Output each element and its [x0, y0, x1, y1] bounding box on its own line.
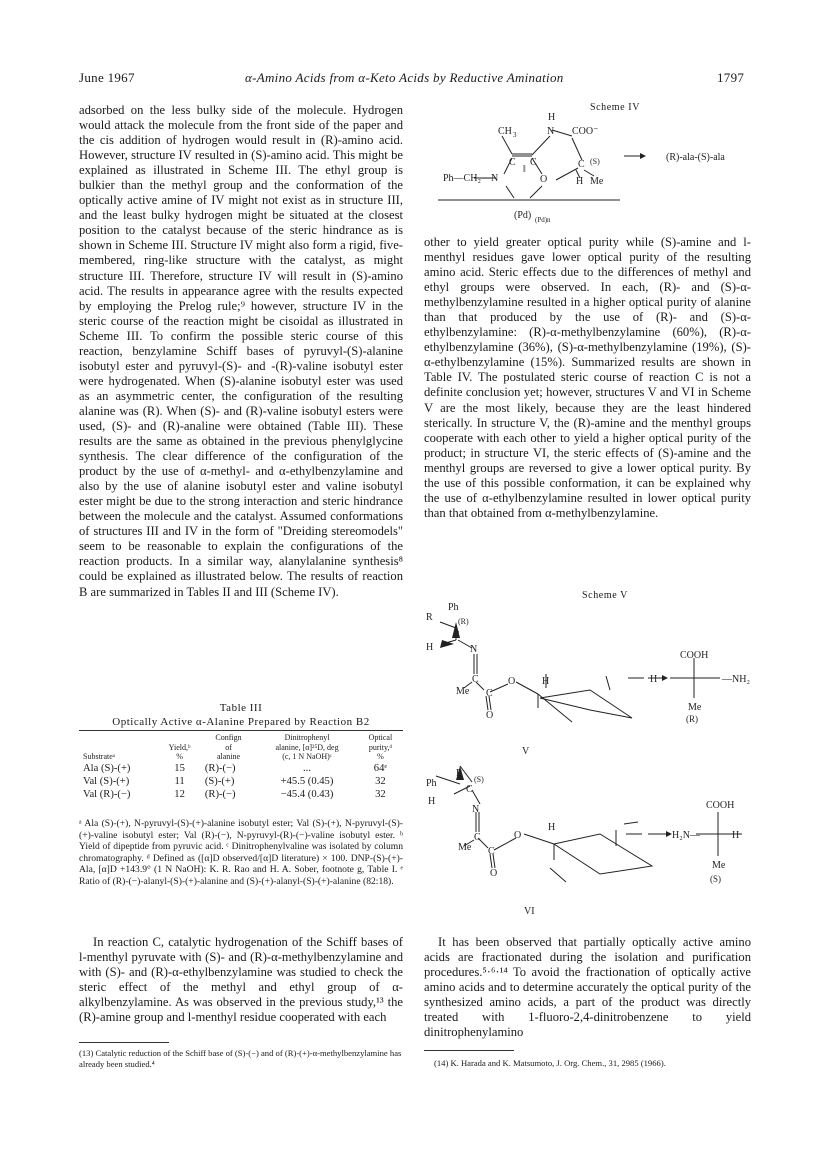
table3-header-dnp: Dinitrophenyl alanine, [α]²⁵D, deg (c, 1 N NaOH)ᶜ	[275, 733, 339, 761]
table3-header-yield: Yield,ᵇ %	[168, 742, 191, 761]
svg-text:R: R	[426, 612, 433, 623]
scheme4-structure	[430, 112, 790, 232]
left-paragraph-2: In reaction C, catalytic hydrogenation of the Schiff bases of l-menthyl pyruvate with (S)- and (R)-α-methylbenzylamine and with (S)- and (R)-α-ethylbenzylamine was studied to check the steric effect of the methyl and ethyl group of α-alkylbenzylamine. As was observed in the previous study,¹³ the (R)-amine group and l-menthyl residue cooperated with each	[79, 935, 403, 1025]
svg-text:C: C	[578, 159, 585, 170]
footnote-rule	[79, 1042, 169, 1043]
left-column-lower	[79, 935, 403, 1025]
svg-text:CH: CH	[498, 126, 512, 137]
svg-text:Me: Me	[688, 702, 702, 713]
table-cell: 11	[174, 775, 185, 787]
table-cell: (S)-(+)	[204, 775, 235, 787]
svg-text:‖: ‖	[523, 164, 526, 175]
table-cell: Val (R)-(−)	[83, 788, 131, 800]
svg-text:Me: Me	[590, 176, 604, 187]
svg-text:3: 3	[513, 131, 517, 139]
svg-text:Ph: Ph	[448, 602, 459, 613]
table-cell: +45.5 (0.45)	[280, 775, 334, 787]
table3-top-rule	[79, 730, 403, 731]
table3-title: Optically Active α-Alanine Prepared by Reaction B2	[112, 716, 370, 728]
table3	[79, 733, 403, 801]
table-row	[79, 788, 403, 801]
svg-text:(Pd): (Pd)	[514, 210, 532, 221]
svg-text:H: H	[650, 674, 658, 685]
table-cell: Val (S)-(+)	[83, 775, 130, 787]
svg-text:Me: Me	[456, 686, 470, 697]
scheme5-label: Scheme V	[582, 590, 628, 601]
svg-text:C: C	[486, 688, 493, 699]
table3-label: Table III	[219, 702, 263, 714]
right-column	[424, 235, 751, 521]
table3-header-substrate: Substrateᵃ	[83, 752, 115, 761]
svg-text:C: C	[530, 157, 537, 168]
page-number: 1797	[717, 70, 745, 85]
svg-text:Ph—CH₂—N: Ph—CH₂—N	[443, 173, 499, 184]
svg-text:O: O	[486, 710, 494, 721]
table-cell: ...	[303, 762, 311, 774]
table-cell: 32	[375, 775, 386, 787]
table-row	[79, 775, 403, 788]
table-cell: Ala (S)-(+)	[83, 762, 131, 774]
footnote-13: (13) Catalytic reduction of the Schiff base of (S)-(−) and of (R)-(+)-α-methylbenzylamine has already been studied.⁴	[79, 1048, 402, 1069]
scheme4-pd: (Pd)n	[535, 216, 551, 224]
config-r-label: (R)	[686, 714, 698, 724]
svg-text:N: N	[547, 126, 555, 137]
table-cell: (R)-(−)	[204, 762, 236, 774]
table-cell: 12	[174, 788, 185, 800]
header-date: June 1967	[79, 70, 135, 85]
table-cell: 32	[375, 788, 386, 800]
scheme4-label: Scheme IV	[589, 102, 641, 113]
svg-text:—NH₂: —NH₂	[722, 674, 750, 685]
svg-text:C: C	[472, 674, 479, 685]
svg-text:R: R	[456, 768, 463, 779]
svg-text:H: H	[548, 112, 556, 123]
table-row	[79, 762, 403, 775]
svg-text:C: C	[509, 157, 516, 168]
svg-text:N: N	[470, 644, 478, 655]
svg-text:H: H	[548, 822, 556, 833]
svg-text:H₂N—: H₂N—	[672, 830, 700, 841]
svg-text:C: C	[453, 630, 460, 641]
svg-text:H: H	[732, 830, 740, 841]
left-paragraph-1: adsorbed on the less bulky side of the molecule. Hydrogen would attack the molecule from the front side of the paper and the cis addition of hydrogen would result in (R)-amino acid. However, structure IV resulted in (S)-amino acid. This might be explained as illustrated in Scheme III. The ethyl group is bulkier than the methyl group and the conformation of the optically active amine of IV might not exist as in structure III, and the least bulky hydrogen might be situated at the closest position to the catalyst because of the steric hindrance as is shown in Scheme III. Structure IV might also form a rigid, five-membered, ring-like structure with the catalyst, as might structure III. Therefore, structure IV will result in (S)-amino acid. The results in appearance agree with the results expected by employing the Prelog rule;⁹ however, structure IV in the steric course of the reaction might be cisoidal as illustrated in Scheme III. To confirm the possible steric course of this reaction, benzylamine Schiff bases of pyruvyl-(S)-alanine isobutyl ester and pyruvyl-(S)- and -(R)-valine isobutyl ester were hydrogenated. When (S)-alanine isobutyl ester was used as an asymmetric center, the configuration of the resulting alanine was (R). When (S)- and (R)-valine isobutyl esters were used, (S)- and (R)-analine were obtained (Table III). These results are the same as obtained in the previous phenylglycine synthesis. The clear difference of the configuration of the product by the use of α-methyl- and α-ethylbenzylamine and also by the use of alanine isobutyl ester and valine isobutyl ester might be due to the strong interaction and steric hindrance between the molecule and the catalyst. Assumed conformations of structures III and IV in the form of "Dreiding stereomodels" seem to be reasonable to explain the configurations of the reaction products. In a similar way, alanylalanine synthesis⁸ could be explained as illustrated below. The results of reaction B are summarized in Tables II and III (Scheme IV).	[79, 103, 403, 599]
scheme5-structures	[420, 598, 760, 918]
table3-footnotes: ᵃ Ala (S)-(+), N-pyruvyl-(S)-(+)-alanine isobutyl ester; Val (S)-(+), N-pyruvyl-(S)-(+)-valine isobutyl ester; Val (R)-(−), N-pyruvyl-(R)-(−)-valine isobutyl ester. ᵇ Yield of dipeptide from pyruvic acid. ᶜ Dinitrophenylvaline was isolated by column chromatography. ᵈ Defined as ([α]D observed/[α]D literature) × 100. DNP-(S)-(+)-Ala, [α]D +143.9° (1 N NaOH): K. R. Rao and H. A. Sober, footnote g, Table I. ᵉ Ratio of (R)-(−)-alanyl-(S)-(+)-alanine and (S)-(+)-alanyl-(S)-(+)-alanine (82:18).	[79, 818, 403, 887]
structure-vi-label: VI	[524, 906, 535, 917]
table-cell: (R)-(−)	[204, 788, 236, 800]
svg-text:N: N	[472, 804, 480, 815]
right-paragraph-2: It has been observed that partially optically active amino acids are fractionated during the isolation and purification procedures.⁵·⁶·¹⁴ To avoid the fractionation of optically active amino acids and to determine accurately the optical purity of the synthesized amino acids, a part of the product was directly treated with 1-fluoro-2,4-dinitrobenzene to yield dinitrophenylamino	[424, 935, 751, 1040]
config-s-label: (S)	[710, 874, 721, 884]
table3-header-purity: Optical purity,ᵈ %	[368, 733, 393, 761]
svg-text:COOH: COOH	[680, 650, 709, 661]
svg-text:O: O	[540, 174, 548, 185]
svg-text:Ph: Ph	[426, 778, 437, 789]
table3-header-config: Confign of alanine	[215, 733, 242, 761]
right-column-lower	[424, 935, 751, 1040]
table-cell: 15	[174, 762, 185, 774]
svg-text:C: C	[474, 832, 481, 843]
structure-v-label: V	[522, 746, 530, 757]
svg-text:C: C	[466, 784, 473, 795]
svg-text:(S): (S)	[590, 157, 600, 166]
svg-text:H: H	[542, 676, 550, 687]
left-column	[79, 103, 403, 600]
svg-text:Me: Me	[712, 860, 726, 871]
svg-text:C: C	[488, 846, 495, 857]
svg-text:O: O	[490, 868, 498, 879]
svg-text:COOH: COOH	[706, 800, 735, 811]
header-title: α-Amino Acids from α-Keto Acids by Reductive Amination	[245, 70, 564, 85]
svg-text:O: O	[514, 830, 522, 841]
svg-text:Me: Me	[458, 842, 472, 853]
footnote-rule-right	[424, 1050, 514, 1051]
svg-text:COO⁻: COO⁻	[572, 126, 599, 137]
svg-text:(S): (S)	[474, 775, 484, 784]
svg-text:O: O	[508, 676, 516, 687]
svg-text:H: H	[576, 176, 584, 187]
svg-text:H: H	[428, 796, 436, 807]
right-paragraph-1: other to yield greater optical purity while (S)-amine and l-menthyl residues gave lower optical purity of the resulting amino acid. Steric effects due to the differences of methyl and ethyl groups were observed. In each, (R)- and (S)-α-methylbenzylamine resulted in a higher optical purity of alanine than that produced by the use of (R)- and (S)-α-ethylbenzylamine: (R)-α-methylbenzylamine (60%), (R)-α-ethylbenzylamine (36%), (S)-α-methylbenzylamine (19%), (S)-α-ethylbenzylamine (15%). Summarized results are shown in Table IV. The postulated steric course of reaction C is not a definite conclusion yet; however, structures V and VI in Scheme V are the most likely, because they are the least hindered sterically. In structure V, the (R)-amine and the menthyl groups cooperate with each other to yield a higher optical purity of the product; in structure VI, the steric effects of (S)-amine and the menthyl groups are reversed to give a lower optical purity. By the use of this possible conformation, it can be explained why the use of α-ethylbenzylamine resulted in lower optical purity than that obtained from α-methylbenzylamine.	[424, 235, 751, 520]
table-cell: 64ᵉ	[373, 762, 388, 774]
svg-text:H: H	[426, 642, 434, 653]
svg-text:(R): (R)	[458, 617, 469, 626]
table-cell: −45.4 (0.43)	[280, 788, 334, 800]
footnote-14: (14) K. Harada and K. Matsumoto, J. Org. Chem., 31, 2985 (1966).	[434, 1058, 666, 1068]
scheme4-product: (R)-ala-(S)-ala	[666, 152, 725, 163]
